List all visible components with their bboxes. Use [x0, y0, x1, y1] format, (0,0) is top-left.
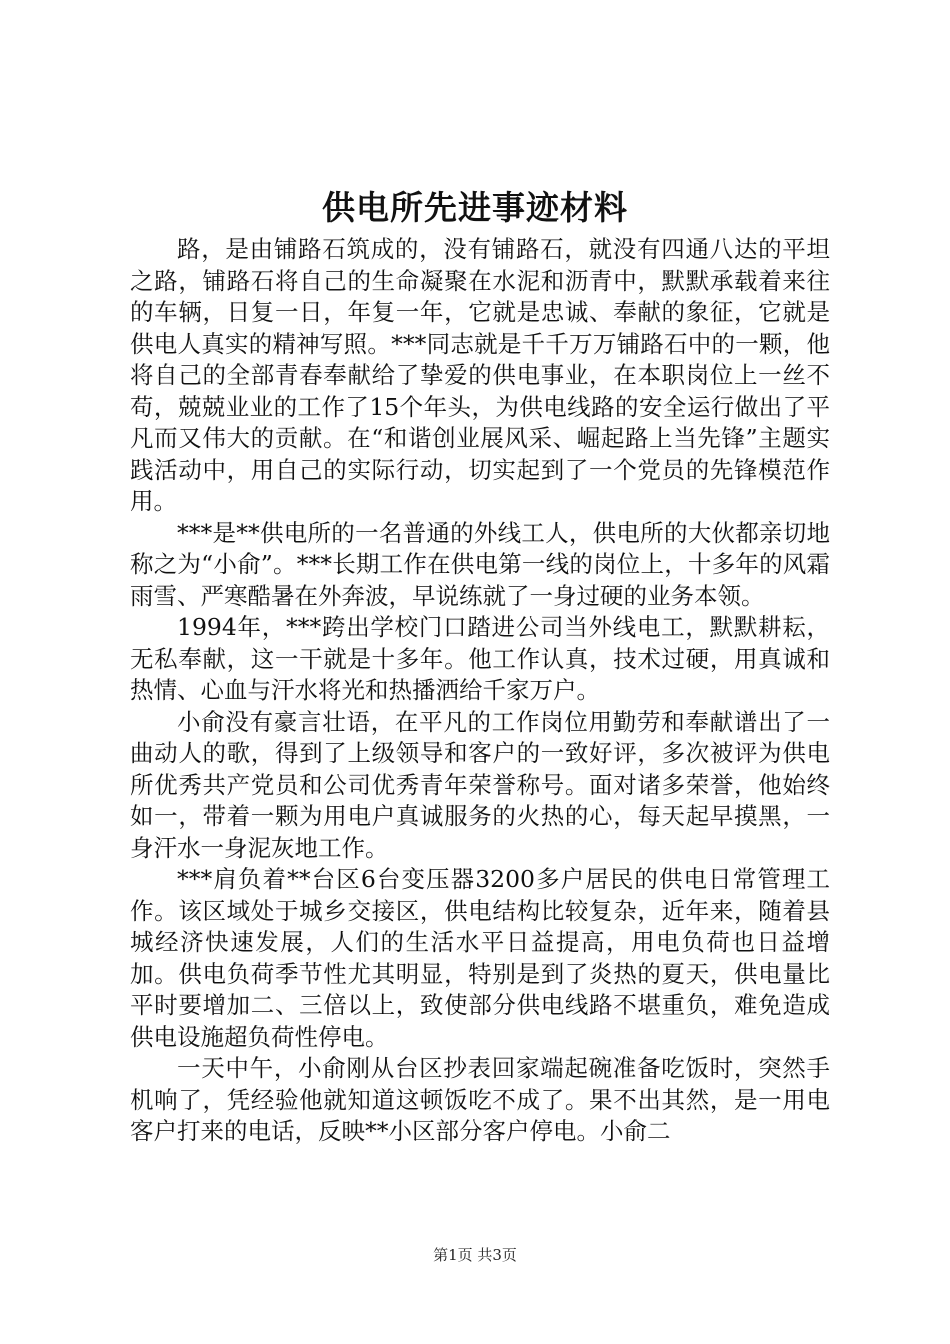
document-body: [130, 234, 830, 1148]
paragraph: 路，是由铺路石筑成的，没有铺路石，就没有四通八达的平坦之路，铺路石将自己的生命凝聚在水泥和沥青中，默默承载着来往的车辆，日复一日，年复一年，它就是忠诚、奉献的象征，它就是供电人真实的精神写照。***同志就是千千万万铺路石中的一颗，他将自己的全部青春奉献给了挚爱的供电事业，在本职岗位上一丝不苟，兢兢业业的工作了15个年头，为供电线路的安全运行做出了平凡而又伟大的贡献。在“和谐创业展风采、崛起路上当先锋”主题实践活动中，用自己的实际行动，切实起到了一个党员的先锋模范作用。: [130, 235, 830, 515]
paragraph: ***是**供电所的一名普通的外线工人，供电所的大伙都亲切地称之为“小俞”。***长期工作在供电第一线的岗位上，十多年的风霜雨雪、严寒酷暑在外奔波，早说练就了一身过硬的业务本领。: [130, 518, 830, 610]
paragraph: ***肩负着**台区6台变压器3200多户居民的供电日常管理工作。该区域处于城乡交接区，供电结构比较复杂，近年来，随着县城经济快速发展，人们的生活水平日益提高，用电负荷也日益增加。供电负荷季节性尤其明显，特别是到了炎热的夏天，供电量比平时要增加二、三倍以上，致使部分供电线路不堪重负，难免造成供电设施超负荷性停电。: [130, 865, 830, 1051]
page-number-footer: 第1页 共3页: [433, 1246, 517, 1264]
paragraph: 1994年，***跨出学校门口踏进公司当外线电工，默默耕耘，无私奉献，这一干就是十多年。他工作认真，技术过硬，用真诚和热情、心血与汗水将光和热播洒给千家万户。: [130, 613, 830, 704]
document-title: 供电所先进事迹材料: [322, 188, 628, 227]
paragraph: 一天中午，小俞刚从台区抄表回家端起碗准备吃饭时，突然手机响了，凭经验他就知道这顿饭吃不成了。果不出其然，是一用电客户打来的电话，反映**小区部分客户停电。小俞二: [130, 1054, 830, 1145]
paragraph: 小俞没有豪言壮语，在平凡的工作岗位用勤劳和奉献谱出了一曲动人的歌，得到了上级领导和客户的一致好评，多次被评为供电所优秀共产党员和公司优秀青年荣誉称号。面对诸多荣誉，他始终如一，带着一颗为用电户真诚服务的火热的心，每天起早摸黑，一身汗水一身泥灰地工作。: [130, 707, 830, 862]
